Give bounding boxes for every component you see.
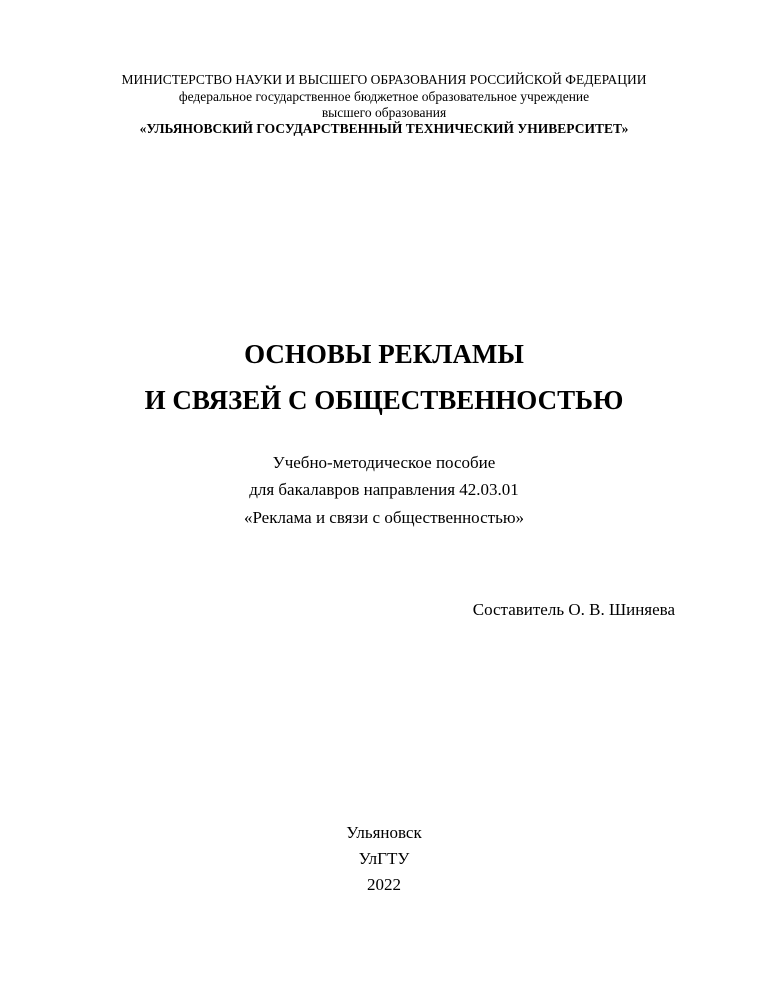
institution-type-line-2: высшего образования <box>321 105 447 120</box>
imprint-city: Ульяновск <box>346 823 422 842</box>
title-line-2: И СВЯЗЕЙ С ОБЩЕСТВЕННОСТЬЮ <box>144 385 624 415</box>
university-name: «УЛЬЯНОВСКИЙ ГОСУДАРСТВЕННЫЙ ТЕХНИЧЕСКИЙ УНИВЕРСИТЕТ» <box>139 121 629 136</box>
institution-type-line-1: федеральное государственное бюджетное образовательное учреждение <box>178 89 590 104</box>
compiler-line: Составитель О. В. Шиняева <box>472 600 675 619</box>
subtitle-line-2: для бакалавров направления 42.03.01 <box>249 480 519 499</box>
subtitle-line-1: Учебно-методическое пособие <box>272 453 496 472</box>
title-line-1: ОСНОВЫ РЕКЛАМЫ <box>244 339 524 369</box>
ministry-line: МИНИСТЕРСТВО НАУКИ И ВЫСШЕГО ОБРАЗОВАНИЯ РОССИЙСКОЙ ФЕДЕРАЦИИ <box>121 72 647 87</box>
imprint-publisher: УлГТУ <box>358 849 410 868</box>
imprint-year: 2022 <box>367 875 401 894</box>
subtitle-line-3: «Реклама и связи с общественностью» <box>243 508 525 527</box>
